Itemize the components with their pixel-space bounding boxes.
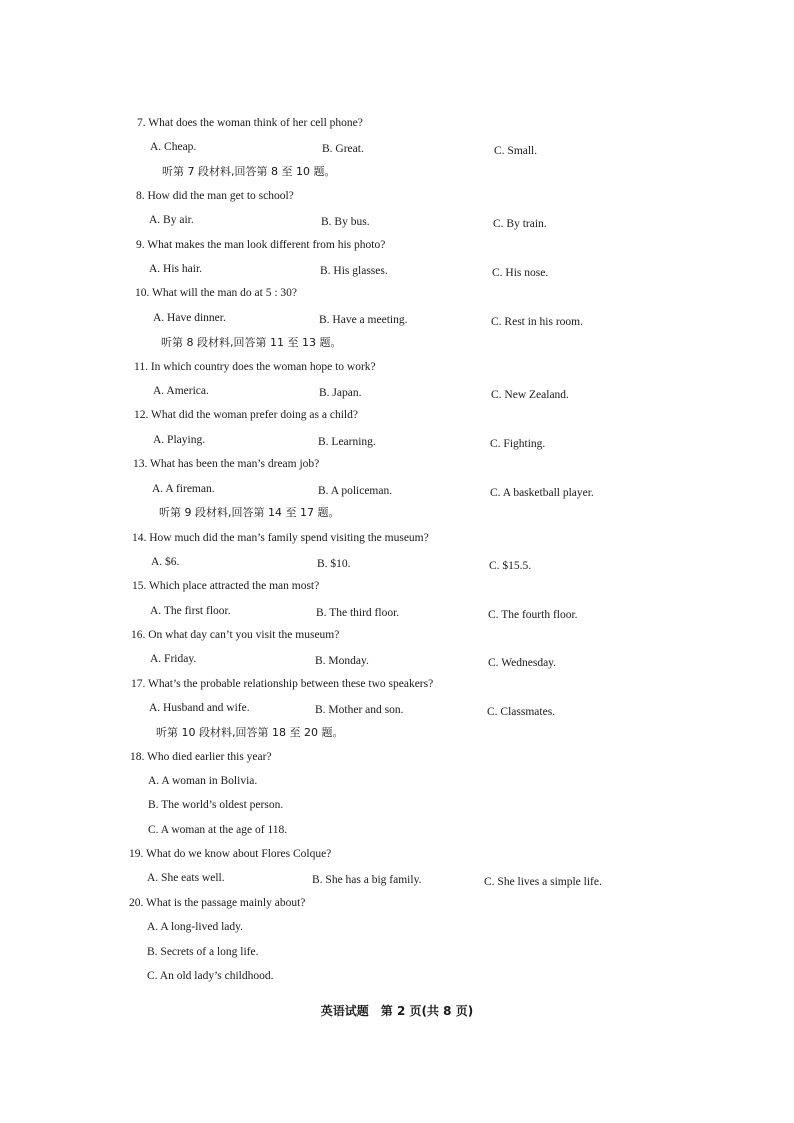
option-c: C. New Zealand. — [491, 389, 569, 401]
option-b: B. The third floor. — [316, 607, 400, 619]
question-text: 18. Who died earlier this year? — [130, 751, 272, 763]
question-text: 8. How did the man get to school? — [136, 190, 294, 202]
option-a: A. Playing. — [153, 434, 206, 446]
option-c: C. $15.5. — [489, 560, 532, 572]
option-b: B. Great. — [322, 143, 364, 155]
section-instruction: 听第 7 段材料,回答第 8 至 10 题。 — [162, 165, 336, 178]
question-text: 7. What does the woman think of her cell phone? — [137, 117, 363, 129]
section-instruction: 听第 10 段材料,回答第 18 至 20 题。 — [156, 726, 344, 739]
option-a: A. Husband and wife. — [149, 702, 250, 714]
option-b: B. A policeman. — [318, 485, 393, 497]
question-text: 14. How much did the man’s family spend visiting the museum? — [132, 532, 429, 544]
option-b: B. Have a meeting. — [319, 314, 408, 326]
option-c: C. She lives a simple life. — [484, 876, 602, 888]
option-c: C. Fighting. — [490, 438, 546, 450]
option-b: B. His glasses. — [320, 265, 388, 277]
option-b: B. By bus. — [321, 216, 370, 228]
question-text: 12. What did the woman prefer doing as a child? — [134, 409, 358, 421]
question-text: 19. What do we know about Flores Colque? — [129, 848, 332, 860]
option-a: A. A long-lived lady. — [147, 921, 244, 933]
option-c: C. His nose. — [492, 267, 549, 279]
question-text: 20. What is the passage mainly about? — [129, 897, 306, 909]
option-a: A. The first floor. — [150, 605, 231, 617]
page-footer: 英语试题 第 2 页(共 8 页) — [320, 1004, 474, 1018]
option-b: B. Monday. — [315, 655, 369, 667]
option-a: A. A fireman. — [152, 483, 215, 495]
section-instruction: 听第 8 段材料,回答第 11 至 13 题。 — [161, 336, 342, 349]
option-c: C. Small. — [494, 145, 538, 157]
section-instruction: 听第 9 段材料,回答第 14 至 17 题。 — [159, 506, 340, 519]
option-b: B. Learning. — [318, 436, 376, 448]
option-a: A. $6. — [151, 556, 180, 568]
option-c: C. An old lady’s childhood. — [147, 970, 274, 982]
option-a: A. She eats well. — [147, 872, 225, 884]
option-a: A. By air. — [149, 214, 194, 226]
question-text: 15. Which place attracted the man most? — [132, 580, 320, 592]
question-text: 16. On what day can’t you visit the museum? — [131, 629, 340, 641]
option-a: A. Have dinner. — [153, 312, 226, 324]
option-a: A. His hair. — [149, 263, 203, 275]
option-c: C. The fourth floor. — [488, 609, 578, 621]
option-c: C. A woman at the age of 118. — [148, 824, 288, 836]
option-a: A. Friday. — [150, 653, 197, 665]
option-c: C. By train. — [493, 218, 547, 230]
option-b: B. $10. — [317, 558, 351, 570]
option-c: C. Rest in his room. — [491, 316, 584, 328]
question-text: 10. What will the man do at 5 : 30? — [135, 287, 298, 299]
question-text: 9. What makes the man look different from his photo? — [136, 239, 386, 251]
option-b: B. She has a big family. — [312, 874, 422, 886]
option-a: A. Cheap. — [150, 141, 197, 153]
option-b: B. Secrets of a long life. — [147, 946, 259, 958]
option-a: A. A woman in Bolivia. — [148, 775, 258, 787]
option-b: B. The world’s oldest person. — [148, 799, 284, 811]
option-a: A. America. — [153, 385, 209, 397]
option-b: B. Japan. — [319, 387, 362, 399]
option-c: C. Wednesday. — [488, 657, 557, 669]
question-text: 13. What has been the man’s dream job? — [133, 458, 320, 470]
question-text: 17. What’s the probable relationship between these two speakers? — [131, 678, 434, 690]
option-c: C. A basketball player. — [490, 487, 594, 499]
option-c: C. Classmates. — [487, 706, 556, 718]
question-text: 11. In which country does the woman hope to work? — [134, 361, 376, 373]
option-b: B. Mother and son. — [315, 704, 404, 716]
